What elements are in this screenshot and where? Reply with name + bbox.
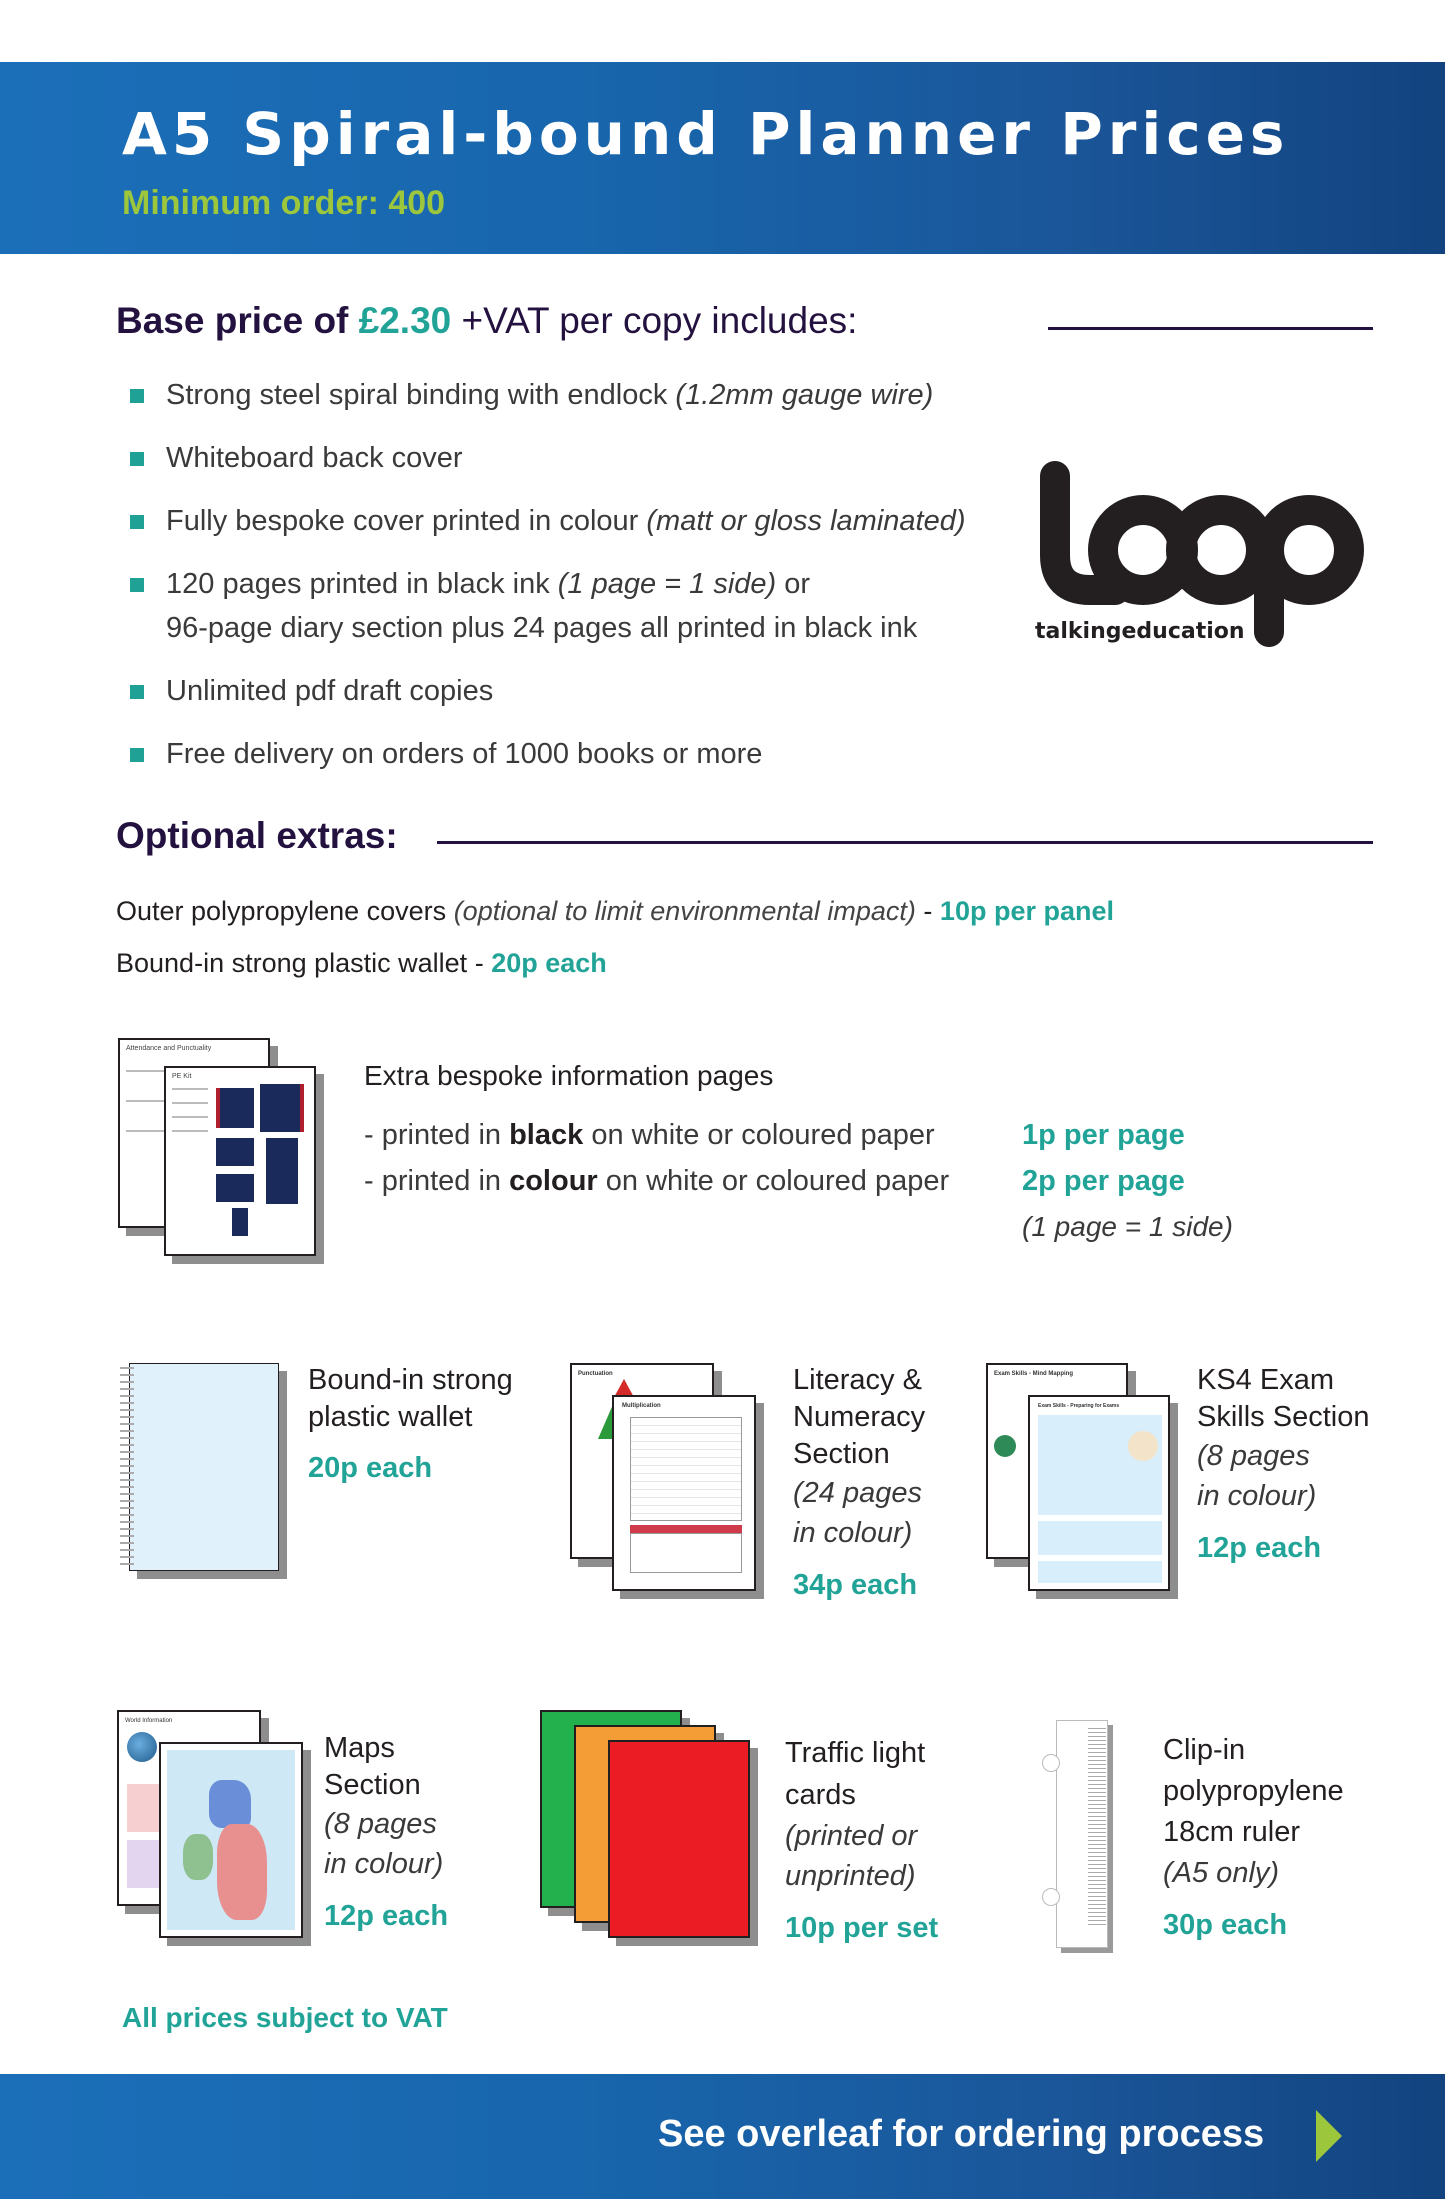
optional-extras-heading: Optional extras: xyxy=(116,815,398,856)
price: 20p each xyxy=(491,948,607,978)
arrow-right-icon[interactable] xyxy=(1316,2110,1342,2162)
feature-item: Unlimited pdf draft copies xyxy=(130,669,966,713)
bullet-square-icon xyxy=(130,578,144,592)
item-exam-skills: KS4 Exam Skills Section (8 pages in colour) 12p each xyxy=(1197,1362,1369,1567)
price: 10p per panel xyxy=(939,896,1114,926)
loop-logo xyxy=(1035,460,1365,650)
extra-pages-image: Attendance and Punctuality PE Kit xyxy=(118,1038,328,1268)
extra-pages-row-colour: - printed in colour on white or coloured paper xyxy=(364,1165,950,1197)
traffic-light-cards-image xyxy=(540,1710,760,1950)
svg-text:talkingeducation: talkingeducation xyxy=(1035,619,1245,644)
extra-pages-title: Extra bespoke information pages xyxy=(364,1060,774,1091)
feature-item: Whiteboard back cover xyxy=(130,436,966,480)
item-plastic-wallet: Bound-in strong plastic wallet 20p each xyxy=(308,1362,513,1487)
loop-logo-icon xyxy=(1035,460,1365,650)
heading-divider xyxy=(1048,327,1373,330)
extra-pages-note: (1 page = 1 side) xyxy=(1022,1211,1233,1242)
maps-image: World Information xyxy=(117,1710,317,1950)
overleaf-link[interactable]: See overleaf for ordering process xyxy=(658,2113,1265,2155)
ruler-image xyxy=(1036,1718,1126,1958)
optional-divider xyxy=(437,841,1373,844)
base-price-heading xyxy=(116,300,857,342)
minimum-order: Minimum order: 400 xyxy=(122,184,446,222)
optional-line-wallet: Bound-in strong plastic wallet - 20p each xyxy=(116,948,607,978)
bullet-square-icon xyxy=(130,389,144,403)
price: 12p each xyxy=(324,1900,449,1932)
bullet-square-icon xyxy=(130,685,144,699)
feature-item: Free delivery on orders of 1000 books or more xyxy=(130,732,966,776)
item-literacy-numeracy: Literacy & Numeracy Section (24 pages in colour) 34p each xyxy=(793,1362,925,1604)
literacy-numeracy-image: Punctuation Multiplication xyxy=(570,1363,770,1603)
feature-item: Strong steel spiral binding with endlock (1.2mm gauge wire) xyxy=(130,373,966,417)
bullet-square-icon xyxy=(130,748,144,762)
item-maps: Maps Section (8 pages in colour) 12p each xyxy=(324,1730,448,1935)
feature-item: 120 pages printed in black ink (1 page = 1 side) or 96-page diary section plus 24 pages all printed in black ink xyxy=(130,562,966,650)
extra-pages-price-black: 1p per page xyxy=(1022,1119,1185,1151)
price: 34p each xyxy=(793,1569,918,1601)
price: 10p per set xyxy=(785,1912,939,1944)
included-features-list xyxy=(130,373,966,795)
exam-skills-image: Exam Skills - Mind Mapping Exam Skills - Preparing for Exams xyxy=(986,1363,1186,1603)
bullet-square-icon xyxy=(130,515,144,529)
base-price-suffix: +VAT per copy includes: xyxy=(461,300,858,341)
bullet-square-icon xyxy=(130,452,144,466)
item-traffic-light-cards: Traffic light cards (printed or unprinted) 10p per set xyxy=(785,1732,938,1947)
plastic-wallet-image xyxy=(120,1363,290,1583)
price: 30p each xyxy=(1163,1909,1288,1941)
optional-line-covers: Outer polypropylene covers (optional to limit environmental impact) - 10p per panel xyxy=(116,896,1114,926)
base-price-value: £2.30 xyxy=(358,300,452,341)
item-ruler: Clip-in polypropylene 18cm ruler (A5 only) 30p each xyxy=(1163,1730,1344,1944)
price: 12p each xyxy=(1197,1532,1322,1564)
extra-pages-price-colour: 2p per page xyxy=(1022,1165,1185,1197)
vat-note: All prices subject to VAT xyxy=(122,2002,448,2033)
page-title: A5 Spiral-bound Planner Prices xyxy=(122,100,1290,168)
red-card xyxy=(608,1740,750,1938)
feature-item: Fully bespoke cover printed in colour (matt or gloss laminated) xyxy=(130,499,966,543)
price: 20p each xyxy=(308,1452,433,1484)
base-price-label: Base price of xyxy=(116,300,349,341)
extra-pages-row-black: - printed in black on white or coloured paper xyxy=(364,1119,935,1151)
